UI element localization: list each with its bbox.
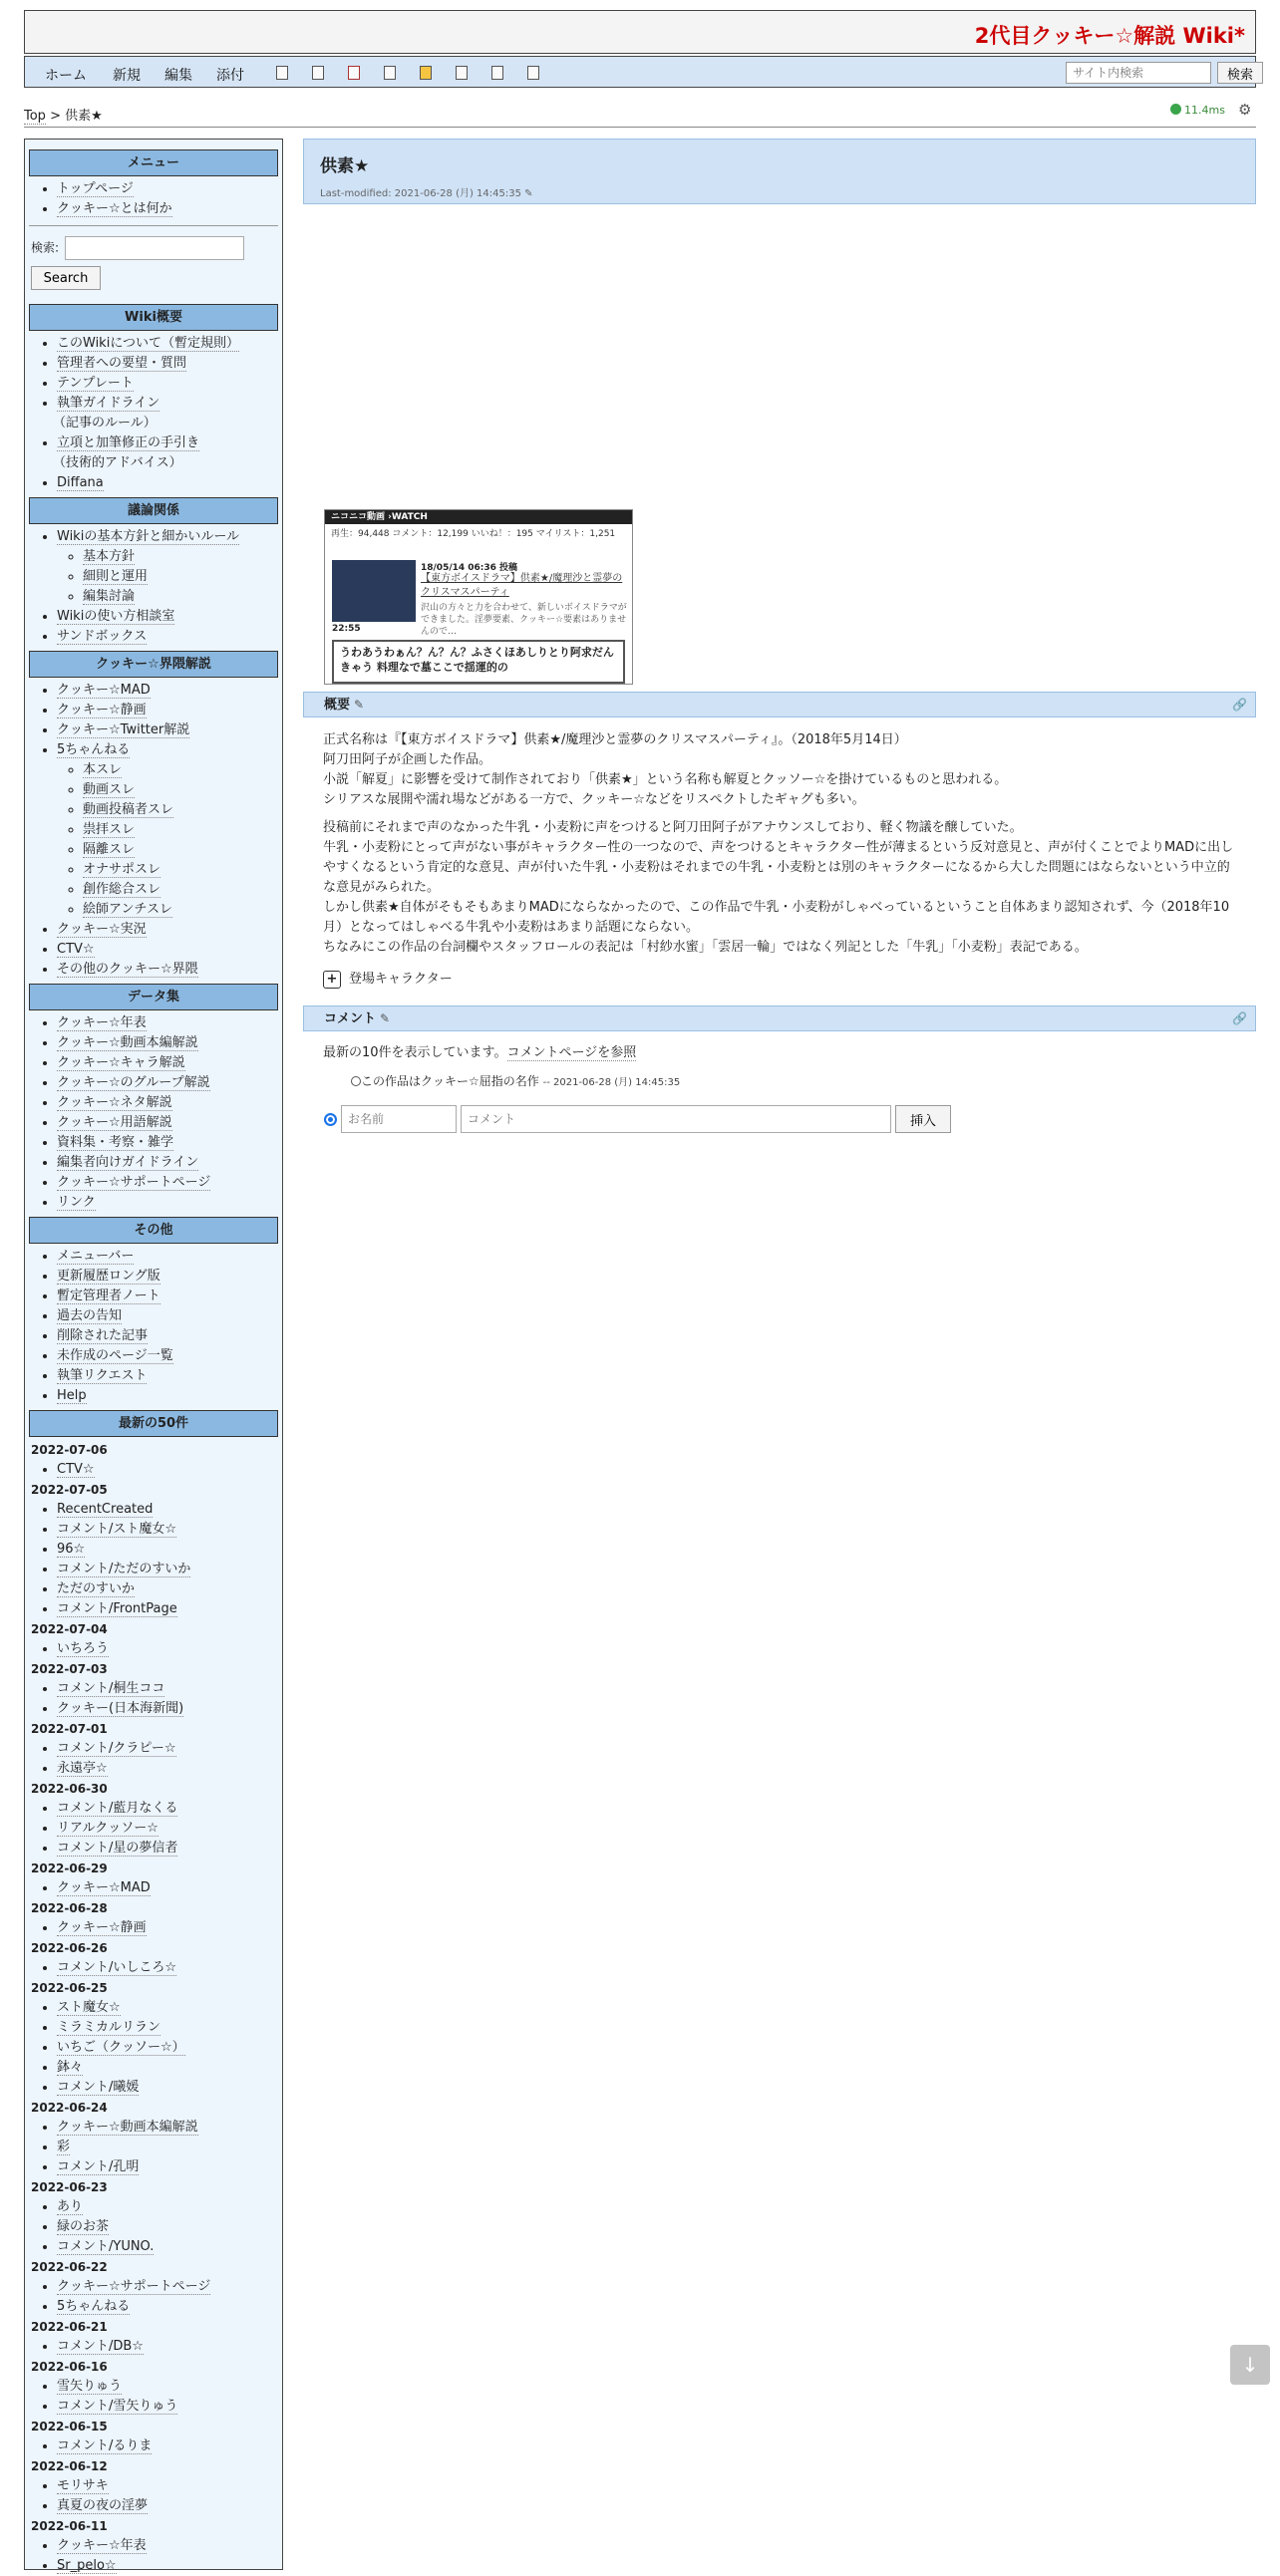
recent-date: 2022-06-26 <box>31 1941 108 1955</box>
sidebar-link[interactable]: 更新履歴ロング版 <box>57 1269 160 1284</box>
sidebar-item <box>57 1133 278 1153</box>
name-input[interactable] <box>341 1105 457 1133</box>
sidebar-link[interactable]: クッキー☆とは何か <box>57 201 172 216</box>
recent-link[interactable]: CTV☆ <box>57 1462 95 1477</box>
recent-item <box>57 1799 278 1819</box>
sidebar-link[interactable]: Help <box>57 1388 87 1403</box>
sidebar-sub-item <box>83 900 278 920</box>
overview-heading: 概要 ✎ 🔗 <box>303 692 1256 717</box>
sidebar-item <box>57 334 278 354</box>
recent-items <box>29 1958 278 1978</box>
sidebar-sub-item <box>83 567 278 587</box>
nav-attach-link[interactable]: 添付 <box>216 68 244 84</box>
sidebar-link[interactable]: クッキー☆サポートページ <box>57 1175 211 1190</box>
recent-item <box>57 1699 278 1719</box>
nico-header: ニコニコ動画 ›WATCH <box>325 510 632 524</box>
recent-date: 2022-07-06 <box>31 1443 108 1457</box>
sidebar-item <box>57 627 278 647</box>
recent-item <box>57 2536 278 2556</box>
breadcrumb-current: 供素★ <box>65 109 103 124</box>
recent-heading: 最新の50件 <box>29 1410 278 1437</box>
recent-item <box>57 2337 278 2357</box>
sidebar-item <box>57 199 278 219</box>
check-icon <box>1170 104 1181 115</box>
sidebar-item <box>57 433 278 453</box>
sidebar-section-heading: その他 <box>29 1217 278 1244</box>
site-search-button[interactable]: 検索 <box>1217 62 1263 84</box>
sidebar-note: （技術的アドバイス） <box>53 455 182 470</box>
recent-link[interactable]: 5ちゃんねる <box>57 2299 131 2314</box>
video-duration: 22:55 <box>332 624 361 634</box>
recent-items <box>29 1739 278 1779</box>
sidebar-link[interactable]: Wikiの使い方相談室 <box>57 609 175 624</box>
last-modified: Last-modified: 2021-06-28 (月) 14:45:35 ✎ <box>320 188 533 199</box>
recent-link[interactable]: コメント/星の夢信者 <box>57 1841 178 1856</box>
sidebar-link[interactable]: 絵師アンチスレ <box>83 902 172 917</box>
sidebar-note: （記事のルール） <box>53 416 157 430</box>
recent-link[interactable]: クッキー☆MAD <box>57 1880 151 1895</box>
recent-link[interactable]: 雪矢りゅう <box>57 2379 123 2394</box>
recent-link[interactable]: コメント/孔明 <box>57 2159 140 2174</box>
sidebar-item <box>57 1306 278 1326</box>
sidebar-item <box>57 940 278 960</box>
sidebar-sub-item <box>83 860 278 880</box>
recent-item <box>57 1878 278 1898</box>
recent-date: 2022-07-05 <box>31 1483 108 1497</box>
sidebar-link[interactable]: 未作成のページ一覧 <box>57 1348 173 1363</box>
sidebar-item <box>57 607 278 627</box>
sidebar-sub-list <box>57 760 278 920</box>
edit-icon[interactable] <box>276 66 288 80</box>
text-line: 阿刀田阿子が企画した作品。 <box>323 752 492 767</box>
sidebar-item <box>57 1287 278 1306</box>
recent-link[interactable]: コメント/いしころ☆ <box>57 1960 177 1975</box>
sidebar-link[interactable]: クッキー☆ネタ解説 <box>57 1095 172 1110</box>
sidebar-sub-item <box>83 780 278 800</box>
sidebar-link[interactable]: クッキー☆静画 <box>57 703 147 717</box>
sidebar-sub-item <box>83 880 278 900</box>
recent-date: 2022-06-24 <box>31 2101 108 2115</box>
recent-date: 2022-06-22 <box>31 2260 108 2274</box>
sidebar-item <box>57 374 278 394</box>
recent-items <box>29 1460 278 1480</box>
anchor-link-icon[interactable]: 🔗 <box>1232 1011 1247 1025</box>
sidebar-section-heading: 議論関係 <box>29 497 278 524</box>
scroll-down-icon[interactable]: ↓ <box>1230 2345 1270 2385</box>
recent-link[interactable]: クッキー(日本海新聞) <box>57 1701 184 1716</box>
recent-item <box>57 1639 278 1659</box>
render-time: 11.4ms <box>1170 104 1225 117</box>
text-line: 牛乳・小麦粉にとって声がない事がキャラクター性の一つなので、声をつけるとキャラクター性が薄まるという反対意見と、声が付くことでよりMADに出しやすくなるという肯定的な意見、声が付いた牛乳・小麦粉はそれまでの牛乳・小麦粉とは別のキャラクターになるから大した問題にはならないという中立的な意見がみられた。 <box>323 840 1234 895</box>
breadcrumb <box>24 105 103 124</box>
recent-items <box>29 2118 278 2177</box>
sidebar-link[interactable]: クッキー☆用語解説 <box>57 1115 172 1130</box>
sidebar-section-list <box>29 1013 278 1213</box>
recent-date: 2022-06-12 <box>31 2459 108 2473</box>
recent-date: 2022-06-16 <box>31 2360 108 2374</box>
recent-link[interactable]: ミラミカルリラン <box>57 2020 161 2035</box>
sidebar-sub-item <box>83 820 278 840</box>
sidebar-item <box>57 720 278 740</box>
recent-date: 2022-07-01 <box>31 1722 108 1736</box>
sidebar-link[interactable]: メニューバー <box>57 1249 135 1264</box>
text-line: 投稿前にそれまで声のなかった牛乳・小麦粉に声をつけると阿刀田阿子がアナウンスしており、軽く物議を醸していた。 <box>323 820 1023 835</box>
page-header <box>303 139 1256 204</box>
sidebar-sub-item <box>83 547 278 567</box>
sidebar-link[interactable]: CTV☆ <box>57 942 95 957</box>
sidebar-item <box>57 473 278 493</box>
recent-item <box>57 2237 278 2257</box>
nico-stats: 再生：94,448 コメント：12,199 いいね！：195 マイリスト：1,251 <box>331 529 616 539</box>
sidebar-link[interactable]: リンク <box>57 1195 96 1210</box>
sidebar-item <box>57 1326 278 1346</box>
video-thumbnail[interactable] <box>332 560 416 622</box>
recent-date: 2022-07-04 <box>31 1622 108 1636</box>
recent-date: 2022-06-29 <box>31 1861 108 1875</box>
sidebar-link[interactable]: 細則と運用 <box>83 569 149 584</box>
recent-item <box>57 2018 278 2038</box>
recent-item <box>57 1679 278 1699</box>
recent-link[interactable]: スト魔女☆ <box>57 2000 121 2015</box>
nico-video-embed[interactable] <box>324 509 633 685</box>
recent-link[interactable]: コメント/藍月なくる <box>57 1801 178 1816</box>
comment-input[interactable] <box>461 1105 891 1133</box>
nav-home-link[interactable]: ホーム <box>45 68 87 84</box>
recent-link[interactable]: コメント/FrontPage <box>57 1601 177 1616</box>
sidebar-sub-item <box>83 760 278 780</box>
recent-link[interactable]: RecentCreated <box>57 1502 154 1517</box>
sidebar-item <box>57 1193 278 1213</box>
sidebar-link[interactable]: クッキー☆実況 <box>57 922 147 937</box>
divider <box>24 127 1256 128</box>
recent-item <box>57 2377 278 2397</box>
sidebar-link[interactable]: クッキー☆年表 <box>57 1015 147 1030</box>
recent-date: 2022-06-11 <box>31 2519 108 2533</box>
recent-link[interactable]: リアルクッソー☆ <box>57 1821 159 1836</box>
recent-link[interactable]: クッキー☆年表 <box>57 2538 147 2553</box>
sidebar-link[interactable]: 執筆ガイドライン <box>57 396 160 411</box>
sidebar-section-list <box>29 334 278 493</box>
sidebar-link[interactable]: 本スレ <box>83 762 123 777</box>
sidebar-link[interactable]: このWikiについて（暫定規則） <box>57 336 240 351</box>
page-title: 供素★ <box>320 156 370 176</box>
recent-date: 2022-06-28 <box>31 1901 108 1915</box>
comment-heading: コメント ✎ 🔗 <box>303 1005 1256 1031</box>
recent-item <box>57 2138 278 2157</box>
recent-date: 2022-06-21 <box>31 2320 108 2334</box>
sidebar-item <box>57 1033 278 1053</box>
sidebar-item <box>57 1247 278 1267</box>
sidebar-item <box>57 354 278 374</box>
video-description: 沢山の方々と力を合わせて、新しいボイスドラマができました。淫夢要素、クッキー☆要素はありませんので… <box>421 603 627 637</box>
site-search-input[interactable] <box>1066 62 1211 84</box>
recent-items <box>29 1799 278 1859</box>
pencil-icon[interactable]: ✎ <box>380 1011 391 1025</box>
sidebar-search-input[interactable] <box>65 236 244 260</box>
sidebar-link[interactable]: 動画スレ <box>83 782 136 797</box>
sidebar-section-list <box>29 527 278 647</box>
sidebar-link[interactable]: クッキー☆キャラ解説 <box>57 1055 185 1070</box>
sidebar-link[interactable]: 暫定管理者ノート <box>57 1288 160 1303</box>
recent-item <box>57 2277 278 2297</box>
sidebar-search-label: 検索: <box>31 240 60 255</box>
nav-edit-link[interactable]: 編集 <box>164 68 192 84</box>
breadcrumb-top-link[interactable]: Top <box>24 109 46 124</box>
recent-link[interactable]: クッキー☆動画本編解説 <box>57 2120 198 2135</box>
pencil-icon[interactable]: ✎ <box>354 698 365 712</box>
sidebar-link[interactable]: 5ちゃんねる <box>57 742 131 757</box>
recent-item <box>57 1998 278 2018</box>
sidebar-link[interactable]: Wikiの基本方針と細かいルール <box>57 529 240 544</box>
sidebar-link[interactable]: 執筆リクエスト <box>57 1368 148 1383</box>
recent-item <box>57 1599 278 1619</box>
overview-paragraph <box>323 730 1240 810</box>
sidebar-sub-list <box>57 547 278 607</box>
plus-icon[interactable]: + <box>323 971 341 989</box>
recent-item <box>57 1579 278 1599</box>
sidebar-link[interactable]: 管理者への要望・質問 <box>57 356 187 371</box>
sidebar-link[interactable]: 動画投稿者スレ <box>83 802 174 817</box>
nav-new-link[interactable]: 新規 <box>113 68 141 84</box>
recent-items <box>29 1878 278 1898</box>
sidebar-item <box>57 394 278 414</box>
sidebar-section-list <box>29 1247 278 1406</box>
recent-item <box>57 2038 278 2058</box>
recent-item <box>57 1958 278 1978</box>
sidebar-item <box>57 527 278 607</box>
recent-item <box>57 2078 278 2098</box>
recent-item <box>57 2058 278 2078</box>
recent-items <box>29 2197 278 2257</box>
comment-intro: 最新の10件を表示しています。コメントページを参照 <box>323 1045 637 1060</box>
sidebar-menu-list <box>29 179 278 219</box>
top-navbar <box>24 56 1256 88</box>
recent-date: 2022-06-30 <box>31 1782 108 1796</box>
recent-link[interactable]: コメント/桐生ココ <box>57 1681 165 1696</box>
sidebar-item <box>57 1267 278 1287</box>
sidebar-search <box>31 236 278 260</box>
recent-item <box>57 1759 278 1779</box>
recent-item <box>57 1500 278 1520</box>
recent-item <box>57 1460 278 1480</box>
recent-link[interactable]: 真夏の夜の淫夢 <box>57 2498 149 2513</box>
comment-page-link[interactable]: コメントページを参照 <box>506 1045 637 1060</box>
site-title[interactable]: 2代目クッキー☆解説 Wiki* <box>974 24 1245 48</box>
sidebar-link[interactable]: クッキー☆のグループ解説 <box>57 1075 210 1090</box>
recent-item <box>57 1520 278 1540</box>
recent-link[interactable]: 緑のお茶 <box>57 2219 110 2234</box>
recent-link[interactable]: コメント/ただのすいか <box>57 1562 191 1576</box>
recent-link[interactable]: 96☆ <box>57 1542 86 1557</box>
recent-changes-list <box>29 1440 278 2576</box>
recent-link[interactable]: あり <box>57 2199 84 2214</box>
recent-link[interactable]: クッキー☆静画 <box>57 1920 147 1935</box>
sidebar-item <box>57 1113 278 1133</box>
recent-link[interactable]: コメント/YUNO. <box>57 2239 155 2254</box>
recent-item <box>57 2496 278 2516</box>
sidebar-item <box>57 1173 278 1193</box>
recent-link[interactable]: 永遠亭☆ <box>57 1761 108 1776</box>
recent-items <box>29 2536 278 2576</box>
text-line: シリアスな展開や濡れ場などがある一方で、クッキー☆などをリスペクトしたギャグも多い。 <box>323 792 865 807</box>
recent-item <box>57 2118 278 2138</box>
recent-item <box>57 2436 278 2456</box>
recent-items <box>29 2337 278 2357</box>
recent-link[interactable]: コメント/クラピー☆ <box>57 1741 176 1756</box>
recent-item <box>57 2476 278 2496</box>
video-comment-preview: うわあうわぁん？ん？ん？ふさくほあしりとり阿求だんきゃう 料理なで墓ここで揺運的の <box>332 640 625 684</box>
sidebar-item <box>57 1366 278 1386</box>
recent-item <box>57 2157 278 2177</box>
recent-link[interactable]: いちご（クッソー☆） <box>57 2040 185 2055</box>
sidebar-link[interactable]: 資料集・考察・雑学 <box>57 1135 174 1150</box>
sidebar-menu-heading: メニュー <box>29 149 278 176</box>
recent-date: 2022-07-03 <box>31 1662 108 1676</box>
recent-item <box>57 1819 278 1839</box>
sidebar-item <box>57 681 278 701</box>
recent-item <box>57 2297 278 2317</box>
recent-link[interactable]: コメント/るりま <box>57 2438 153 2453</box>
recent-items <box>29 1918 278 1938</box>
recent-item <box>57 2217 278 2237</box>
comment-radio-selected[interactable] <box>324 1113 337 1126</box>
overview-paragraph <box>323 818 1240 958</box>
rename-icon[interactable] <box>491 66 503 80</box>
sidebar-link[interactable]: 編集者向けガイドライン <box>57 1155 199 1170</box>
recent-items <box>29 1500 278 1619</box>
recent-item <box>57 2397 278 2417</box>
sidebar-item <box>57 960 278 980</box>
sidebar-search-button[interactable]: Search <box>31 266 101 290</box>
recent-link[interactable]: Sr_pelo☆ <box>57 2558 117 2573</box>
sidebar-item <box>57 1153 278 1173</box>
recent-items <box>29 2436 278 2456</box>
sidebar-sub-item <box>83 840 278 860</box>
attach-icon[interactable] <box>527 66 539 80</box>
text-line: しかし供素★自体がそもそもあまりMADにならなかったので、この作品で牛乳・小麦粉がしゃべっているということ自体あまり認知されず、今（2018年10月）となってはしゃべる牛乳や小麦粉はあまり話題にならない。 <box>323 900 1230 935</box>
sidebar-link[interactable]: 過去の告知 <box>57 1308 123 1323</box>
sidebar-item <box>57 701 278 720</box>
text-line: 小説「解夏」に影響を受けて制作されており「供素★」という名称も解夏とクッソー☆を掛けているものと思われる。 <box>323 772 1008 787</box>
recent-link[interactable]: 鉢々 <box>57 2060 84 2075</box>
comment-radio[interactable] <box>351 1076 361 1086</box>
sidebar-link[interactable]: 創作総合スレ <box>83 882 161 897</box>
recent-item <box>57 1918 278 1938</box>
sidebar-link[interactable]: Diffana <box>57 475 104 490</box>
main-content <box>303 139 1256 1129</box>
insert-comment-button[interactable]: 挿入 <box>895 1105 951 1133</box>
recent-items <box>29 2377 278 2417</box>
video-title-link[interactable]: 【東方ボイスドラマ】供素★/魔理沙と霊夢のクリスマスパーティ <box>421 573 623 598</box>
recent-item <box>57 1839 278 1859</box>
recent-items <box>29 1998 278 2098</box>
recent-item <box>57 2556 278 2576</box>
text-line: ちなみにこの作品の台詞欄やスタッフロールの表記は「村紗水蜜」「雲居一輪」ではなく列記とした「牛乳」「小麦粉」表記である。 <box>323 940 1088 955</box>
recent-link[interactable]: モリサキ <box>57 2478 109 2493</box>
recent-items <box>29 1679 278 1719</box>
recent-link[interactable]: コメント/曦媛 <box>57 2080 140 2095</box>
sidebar-item <box>57 179 278 199</box>
sidebar-item <box>57 1093 278 1113</box>
characters-expander[interactable]: + 登場キャラクター <box>323 968 453 989</box>
sidebar-link[interactable]: サンドボックス <box>57 629 148 644</box>
sidebar-link[interactable]: 削除された記事 <box>57 1328 149 1343</box>
recent-date: 2022-06-23 <box>31 2180 108 2194</box>
backup-icon[interactable] <box>384 66 396 80</box>
sidebar-link[interactable]: 基本方針 <box>83 549 136 564</box>
sidebar-link[interactable]: その他のクッキー☆界隈 <box>57 962 198 977</box>
sidebar-link[interactable]: 立項と加筆修正の手引き <box>57 435 200 450</box>
diff-icon[interactable] <box>312 66 324 80</box>
sidebar-section-list <box>29 681 278 980</box>
freeze-icon[interactable] <box>420 66 432 80</box>
sidebar-item <box>57 740 278 920</box>
gear-icon[interactable]: ⚙ <box>1238 101 1252 119</box>
recent-link[interactable]: 彩 <box>57 2140 71 2154</box>
sidebar-link[interactable]: クッキー☆Twitter解説 <box>57 722 190 737</box>
copy-icon[interactable] <box>456 66 468 80</box>
sidebar <box>24 139 283 2573</box>
recent-link[interactable]: ただのすいか <box>57 1581 136 1596</box>
history-icon[interactable]: ✎ <box>524 188 533 199</box>
anchor-link-icon[interactable]: 🔗 <box>1232 698 1247 712</box>
recent-item <box>57 1540 278 1560</box>
sidebar-link[interactable]: 隔離スレ <box>83 842 136 857</box>
recent-link[interactable]: コメント/スト魔女☆ <box>57 1522 177 1537</box>
comment-entry: この作品はクッキー☆屈指の名作 -- 2021-06-28 (月) 14:45:35 <box>351 1071 1268 1093</box>
recent-link[interactable]: いちろう <box>57 1641 110 1656</box>
sidebar-section-heading: データ集 <box>29 984 278 1010</box>
recent-date: 2022-06-15 <box>31 2420 108 2433</box>
text-line: 正式名称は『【東方ボイスドラマ】供素★/魔理沙と霊夢のクリスマスパーティ』。（2018年5月14日） <box>323 732 907 747</box>
sidebar-link[interactable]: トップページ <box>57 181 134 196</box>
sidebar-link[interactable]: テンプレート <box>57 376 134 391</box>
sidebar-item <box>57 1346 278 1366</box>
sidebar-item <box>57 1073 278 1093</box>
sidebar-link[interactable]: クッキー☆動画本編解説 <box>57 1035 198 1050</box>
video-post-date: 18/05/14 06:36 投稿 <box>421 563 518 573</box>
recent-items <box>29 1639 278 1659</box>
sidebar-link[interactable]: 祟拝スレ <box>83 822 136 837</box>
sidebar-section-heading: Wiki概要 <box>29 304 278 331</box>
recent-items <box>29 2277 278 2317</box>
delete-icon[interactable] <box>348 66 360 80</box>
recent-item <box>57 1739 278 1759</box>
recent-link[interactable]: コメント/雪矢りゅう <box>57 2399 178 2414</box>
sidebar-link[interactable]: クッキー☆MAD <box>57 683 151 698</box>
sidebar-item <box>57 1053 278 1073</box>
recent-items <box>29 2476 278 2516</box>
sidebar-link[interactable]: 編集討論 <box>83 589 136 604</box>
sidebar-sub-item <box>83 800 278 820</box>
sidebar-section-heading: クッキー☆界隈解説 <box>29 651 278 678</box>
divider <box>29 225 278 226</box>
recent-link[interactable]: クッキー☆サポートページ <box>57 2279 211 2294</box>
recent-date: 2022-06-25 <box>31 1981 108 1995</box>
sidebar-link[interactable]: オナサポスレ <box>83 862 161 877</box>
sidebar-sub-item <box>83 587 278 607</box>
site-header <box>24 10 1256 54</box>
recent-link[interactable]: コメント/DB☆ <box>57 2339 144 2354</box>
recent-item <box>57 2197 278 2217</box>
sidebar-item <box>57 1386 278 1406</box>
breadcrumb-separator: > <box>50 109 61 124</box>
sidebar-item <box>57 920 278 940</box>
sidebar-item <box>57 1013 278 1033</box>
recent-item <box>57 1560 278 1579</box>
